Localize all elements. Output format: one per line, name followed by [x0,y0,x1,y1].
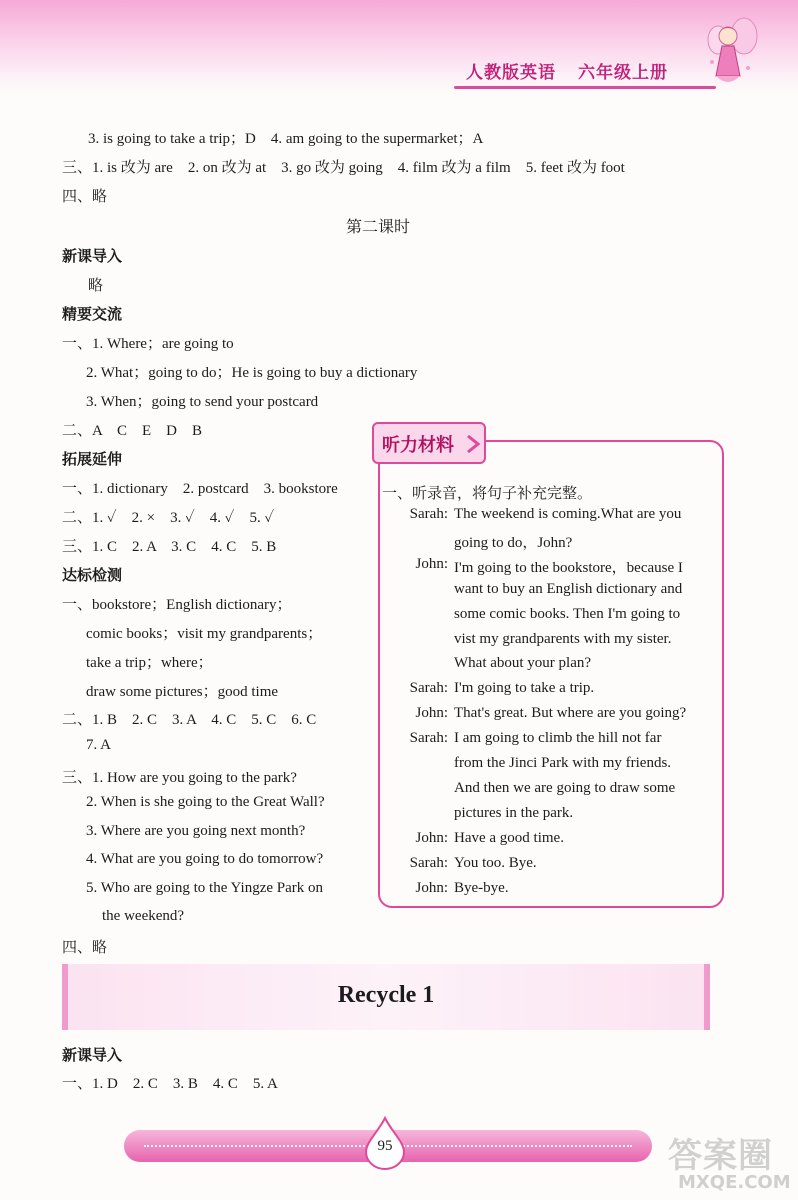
grade-name: 六年级上册 [578,63,668,83]
section-heading: 新课导入 [62,1046,123,1064]
answer-line: 二、1. B 2. C 3. A 4. C 5. C 6. C [62,712,317,728]
page-number: 95 [377,1138,393,1154]
dialog-text: That's great. But where are you going? [454,705,687,721]
dialog-text: I am going to climb the hill not far [454,730,662,746]
book-name: 人教版英语 [466,63,556,83]
section-heading: 精要交流 [62,305,123,323]
watermark: 答案圈 [668,1136,773,1176]
answer-line: 2. When is she going to the Great Wall? [86,794,325,810]
dialog-text: some comic books. Then I'm going to [454,606,681,622]
header-title [466,58,690,83]
dialog-text: I'm going to take a trip. [454,680,595,696]
dialog-text: going to do，John? [454,535,573,551]
dialog-speaker: Sarah: [409,680,448,696]
dialog-speaker: John: [415,830,448,846]
dialog-text: from the Jinci Park with my friends. [454,755,672,771]
answer-line: 二、1. ✓ 2. × 3. ✓ 4. ✓ 5. ✓ [62,510,275,526]
prev-answer-line: 3. is going to take a trip；D 4. am going to the supermarket；A [88,131,484,147]
prev-answer-line: 四、略 [62,189,108,205]
answer-line: 三、1. How are you going to the park? [62,770,297,786]
answer-line: draw some pictures；good time [86,684,279,700]
dialog-speaker: John: [415,705,448,721]
dialog-text: want to buy an English dictionary and [454,581,683,597]
dialog-text: vist my grandparents with my sister. [454,631,672,647]
answer-line: 3. Where are you going next month? [86,823,306,839]
fairy-icon [700,14,760,94]
dialog-text: pictures in the park. [454,805,574,821]
answer-line: 7. A [86,737,112,753]
answer-line: 一、1. Where；are going to [62,336,234,352]
answer-line: 5. Who are going to the Yingze Park on [86,880,324,896]
dialog-text: I'm going to the bookstore，because I [454,560,683,576]
dialog-text: What about your plan? [454,655,592,671]
dialog-speaker: John: [415,556,448,572]
answer-line: 一、bookstore；English dictionary； [62,597,292,613]
dialog-speaker: Sarah: [409,506,448,522]
dialog-text: The weekend is coming.What are you [454,506,682,522]
answer-line: 三、1. C 2. A 3. C 4. C 5. B [62,539,277,555]
answer-line: 一、1. dictionary 2. postcard 3. bookstore [62,481,338,497]
dialog-speaker: John: [415,880,448,896]
dialog-text: Bye-bye. [454,880,509,896]
answer-line: the weekend? [102,908,185,924]
watermark-url: MXQE.COM [678,1172,791,1193]
lesson-title: 第二课时 [346,217,411,236]
chevron-right-icon [466,434,482,454]
answer-line: 4. What are you going to do tomorrow? [86,851,324,867]
dialog-text: And then we are going to draw some [454,780,676,796]
answer-line: 四、略 [62,940,108,956]
section-heading: 新课导入 [62,247,123,265]
prev-answer-line: 三、1. is 改为 are 2. on 改为 at 3. go 改为 going 4. film 改为 a film 5. feet 改为 foot [62,160,625,176]
dialog-speaker: Sarah: [409,855,448,871]
listening-tab-label: 听力材料 [382,435,454,456]
section-heading: 拓展延伸 [62,450,123,468]
dialog-text: Have a good time. [454,830,564,846]
unit-title: Recycle 1 [337,982,435,1008]
listening-instruction: 一、听录音，将句子补充完整。 [382,486,593,502]
answer-line: take a trip；where； [86,655,213,671]
answer-line: 2. What；going to do；He is going to buy a dictionary [86,365,418,381]
answer-line: 3. When；going to send your postcard [86,394,319,410]
answer-line: 二、A C E D B [62,423,203,439]
answer-line: 略 [88,278,104,294]
answer-line: 一、1. D 2. C 3. B 4. C 5. A [62,1076,278,1092]
dialog-text: You too. Bye. [454,855,537,871]
listening-tab [372,422,486,464]
header-rule [454,86,716,89]
unit-banner [62,964,710,1030]
dialog-speaker: Sarah: [409,730,448,746]
section-heading: 达标检测 [62,566,123,584]
answer-line: comic books；visit my grandparents； [86,626,323,642]
